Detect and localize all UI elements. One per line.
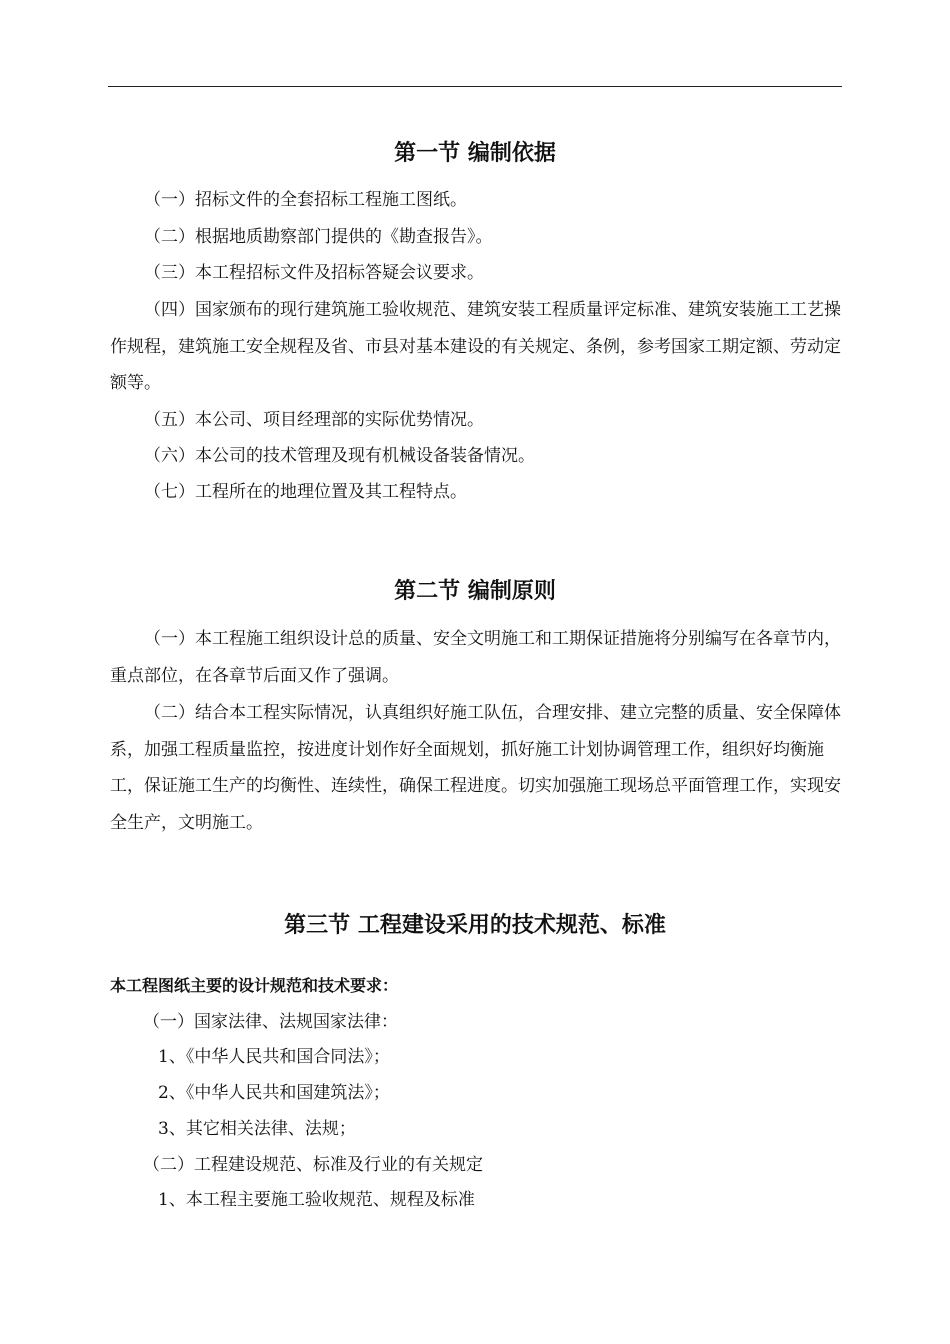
section-2-item-2: （二）结合本工程实际情况，认真组织好施工队伍，合理安排、建立完整的质量、安全保障体系，加强工程质量监控，按进度计划作好全面规划，抓好施工计划协调管理工作，组织好均衡施工，保证施工生产的均衡性、连续性，确保工程进度。切实加强施工现场总平面管理工作，实现安全生产，文明施工。 [110, 703, 841, 833]
section-1-item-4: （四）国家颁布的现行建筑施工验收规范、建筑安装工程质量评定标准、建筑安装施工工艺操作规程，建筑施工安全规程及省、市县对基本建设的有关规定、条例，参考国家工期定额、劳动定额等。 [110, 300, 841, 393]
section-3-line-2: 1、《中华人民共和国合同法》； [158, 1047, 390, 1067]
section-1-item-6: （六）本公司的技术管理及现有机械设备装备情况。 [144, 446, 535, 466]
section-3-subtitle: 本工程图纸主要的设计规范和技术要求： [110, 976, 399, 995]
section-3-line-1: （一）国家法律、法规国家法律： [143, 1012, 398, 1032]
section-1-item-7: （七）工程所在的地理位置及其工程特点。 [144, 482, 467, 502]
section-1-item-3: （三）本工程招标文件及招标答疑会议要求。 [144, 263, 484, 283]
section-3-title: 第三节 工程建设采用的技术规范、标准 [284, 913, 666, 938]
section-1-item-1: （一）招标文件的全套招标工程施工图纸。 [144, 190, 467, 210]
section-3-line-5: （二）工程建设规范、标准及行业的有关规定 [143, 1155, 483, 1175]
section-3-line-4: 3、其它相关法律、法规； [158, 1119, 356, 1139]
section-2-title: 第二节 编制原则 [394, 579, 556, 604]
section-2-item-1: （一）本工程施工组织设计总的质量、安全文明施工和工期保证措施将分别编写在各章节内，重点部位，在各章节后面又作了强调。 [110, 629, 841, 686]
section-3-line-6: 1、本工程主要施工验收规范、规程及标准 [158, 1190, 475, 1210]
section-1-item-2: （二）根据地质勘察部门提供的《勘查报告》。 [144, 227, 493, 247]
section-1-item-5: （五）本公司、项目经理部的实际优势情况。 [144, 410, 484, 430]
section-3-line-3: 2、《中华人民共和国建筑法》； [158, 1083, 390, 1103]
section-1-title: 第一节 编制依据 [394, 141, 556, 166]
header-rule [108, 86, 842, 87]
